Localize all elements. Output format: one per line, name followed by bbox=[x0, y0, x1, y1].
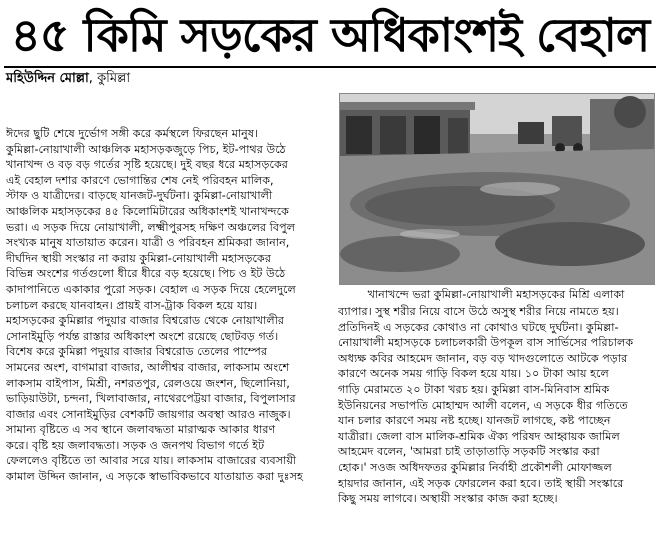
article-line: ভাড়িয়াউটা, চন্দনা, খিলাবাজার, নাথেরপেট্টয়া বাজার, বিপুলাসার bbox=[6, 392, 296, 406]
article-line: ভরা। এ সড়ক দিয়ে নোয়াখালী, লক্ষ্মীপুরসহ দক্ষিণ অঞ্চলের বিপুল bbox=[6, 220, 296, 234]
article-line: কুমিল্লা-নোয়াখালী আঞ্চলিক মহাসড়কজুড়ে পিচ, ইট-পাথর উঠে bbox=[6, 142, 286, 156]
article-line: সোনাইমুড়ি পর্যন্ত রাস্তার অধিকাংশ অংশে রয়েছে ছোটবড় গর্ত। bbox=[6, 329, 279, 343]
article-line: বাজার এবং সোনাইমুড়ির বেশকটি জায়গার অবস্থা আরও নাজুক। bbox=[6, 407, 291, 421]
article-line: কাদাপানিতে একাকার পুরো সড়ক। বেহাল এ সড়ক দিয়ে হেলেদুলে bbox=[6, 282, 296, 296]
road-photo-illustration bbox=[340, 94, 654, 284]
article-line: হায়দার জানান, এই সড়ক ফোরলেন করা হবে। তাই স্থায়ী সংস্কারে bbox=[338, 476, 624, 490]
article-line: বিভিন্ন অংশের গর্তগুলো ধীরে ধীরে বড় হয়েছে। পিচ ও ইট উঠে bbox=[6, 267, 286, 281]
photo-caption: খানাখন্দে ভরা কুমিল্লা-নোয়াখালী মহাসড়কের মিশ্রি এলাকা bbox=[367, 288, 625, 301]
article-line: ঈদের ছুটি শেষে দুর্ভোগ সঙ্গী করে কর্মস্থলে ফিরছেন মানুষ। bbox=[6, 127, 259, 140]
article-line: ফেললেও বৃষ্টিতে তা আবার সরে যায়। লাকসাম বাজারের ব্যবসায়ী bbox=[6, 454, 297, 468]
byline-place: কুমিল্লা bbox=[97, 71, 131, 86]
article-line: সামনের অংশ, বাগমারা বাজার, আলীশ্বর বাজার, লাকসাম অংশে bbox=[6, 360, 290, 374]
article-line: যাত্রীরা। জেলা বাস মালিক-শ্রমিক ঐক্য পরিষদ আহ্বায়ক জামিল bbox=[338, 429, 620, 443]
article-line: কিছু সময় লাগবে। অস্থায়ী সংস্কার কাজ করা হচ্ছে। bbox=[338, 492, 558, 506]
road-photo bbox=[339, 93, 655, 285]
article-line: কামাল উদ্দিন জানান, এ সড়কে স্বাভাবিকভাবে যাতায়াত করা দুঃসহ bbox=[6, 470, 303, 484]
article-line: ব্যাপার। সুস্থ শরীর নিয়ে বাসে উঠে অসুস্থ শরীর নিয়ে নামতে হয়। bbox=[338, 305, 619, 318]
article-line: হোক।' সওজ অধিদফতর কুমিল্লার নির্বাহী প্রকৌশলী মোফাজ্জল bbox=[338, 460, 612, 474]
article-line: ইউনিয়নের সভাপতি মোহাম্মদ আলী বলেন, এ সড়কে ধীর গতিতে bbox=[338, 398, 628, 412]
article-line: অধ্যক্ষ কবির আহমেদ জানান, বড় বড় খাদগুলোতে আটকে পড়ার bbox=[338, 351, 628, 365]
article-line: লাকসাম বাইপাস, মিশ্রী, নশরতপুর, রেলওয়ে জংশন, ছিলোনিয়া, bbox=[6, 376, 290, 390]
article-line: মহাসড়কের কুমিল্লার পদুয়ার বাজার বিশ্বরোড থেকে নোয়াখালীর bbox=[6, 314, 285, 328]
article-line: চলাচল করছে যানবাহন। প্রায়ই বাস-ট্রাক বিকল হয়ে যায়। bbox=[6, 298, 258, 312]
byline-author: মহিউদ্দিন মোল্লা bbox=[6, 71, 89, 86]
article-line: আহমেদ বলেন, 'আমরা চাই তাড়াতাড়ি সড়কটি সংস্কার করা bbox=[338, 445, 600, 459]
article-line: দীর্ঘদিন স্থায়ী সংস্কার না করায় কুমিল্লা-নোয়াখালী মহাসড়কের bbox=[6, 251, 272, 265]
article-line: এই বেহাল দশার কারণে ভোগান্তির শেষ নেই পরিবহন মালিক, bbox=[6, 173, 274, 187]
article-line: আঞ্চলিক মহাসড়কের ৪৫ কিলোমিটারের অধিকাংশই খানাখন্দকে bbox=[6, 204, 289, 218]
article-line: প্রতিদিনই এ সড়কের কোথাও না কোথাও ঘটছে দুর্ঘটনা। কুমিল্লা- bbox=[338, 320, 619, 334]
article-line: খানাখন্দ ও বড় বড় গর্তের সৃষ্টি হয়েছে। দুই বছর ধরে মহাসড়কের bbox=[6, 158, 288, 172]
article-line: যান চলার কারণে সময় নষ্ট হচ্ছে। যানজট লাগছে, কষ্ট পাচ্ছেন bbox=[338, 414, 611, 428]
article-line: নোয়াখালী মহাসড়কে চলাচলকারী উপকূল বাস সার্ভিসের পরিচালক bbox=[338, 336, 634, 350]
headline: ৪৫ কিমি সড়কের অধিকাংশই বেহাল bbox=[10, 8, 650, 62]
article-column-1 bbox=[6, 126, 334, 485]
article-line: সামান্য বৃষ্টিতে এ সব স্থানে জলাবদ্ধতা মারাত্মক আকার ধারণ bbox=[6, 423, 276, 437]
article-line: স্টাফ ও যাত্রীদের। বাড়ছে যানজট-দুর্ঘটনা। কুমিল্লা-নোয়াখালী bbox=[6, 189, 273, 203]
article-line: কারণে অনেক সময় গাড়ি বিকল হয়ে যায়। ১০ টাকা আয় হলে bbox=[338, 367, 609, 381]
article-column-2 bbox=[338, 304, 658, 507]
article-line: করে। বৃষ্টি হয় জলাবদ্ধতা। সড়ক ও জনপথ বিভাগ গর্তে ইট bbox=[6, 438, 265, 452]
article-line: সংখ্যক মানুষ যাতায়াত করেন। যাত্রী ও পরিবহন শ্রমিকরা জানান, bbox=[6, 236, 290, 250]
article-line: বিশেষ করে কুমিল্লা পদুয়ার বাজার বিশ্বরোড তেলের পাম্পের bbox=[6, 345, 268, 359]
headline-rule bbox=[4, 66, 656, 68]
article-line: গাড়ি মেরামতে ২০ টাকা খরচ হয়। কুমিল্লা বাস-মিনিবাস শ্রমিক bbox=[338, 382, 610, 396]
byline: মহিউদ্দিন মোল্লা, কুমিল্লা bbox=[6, 71, 131, 86]
